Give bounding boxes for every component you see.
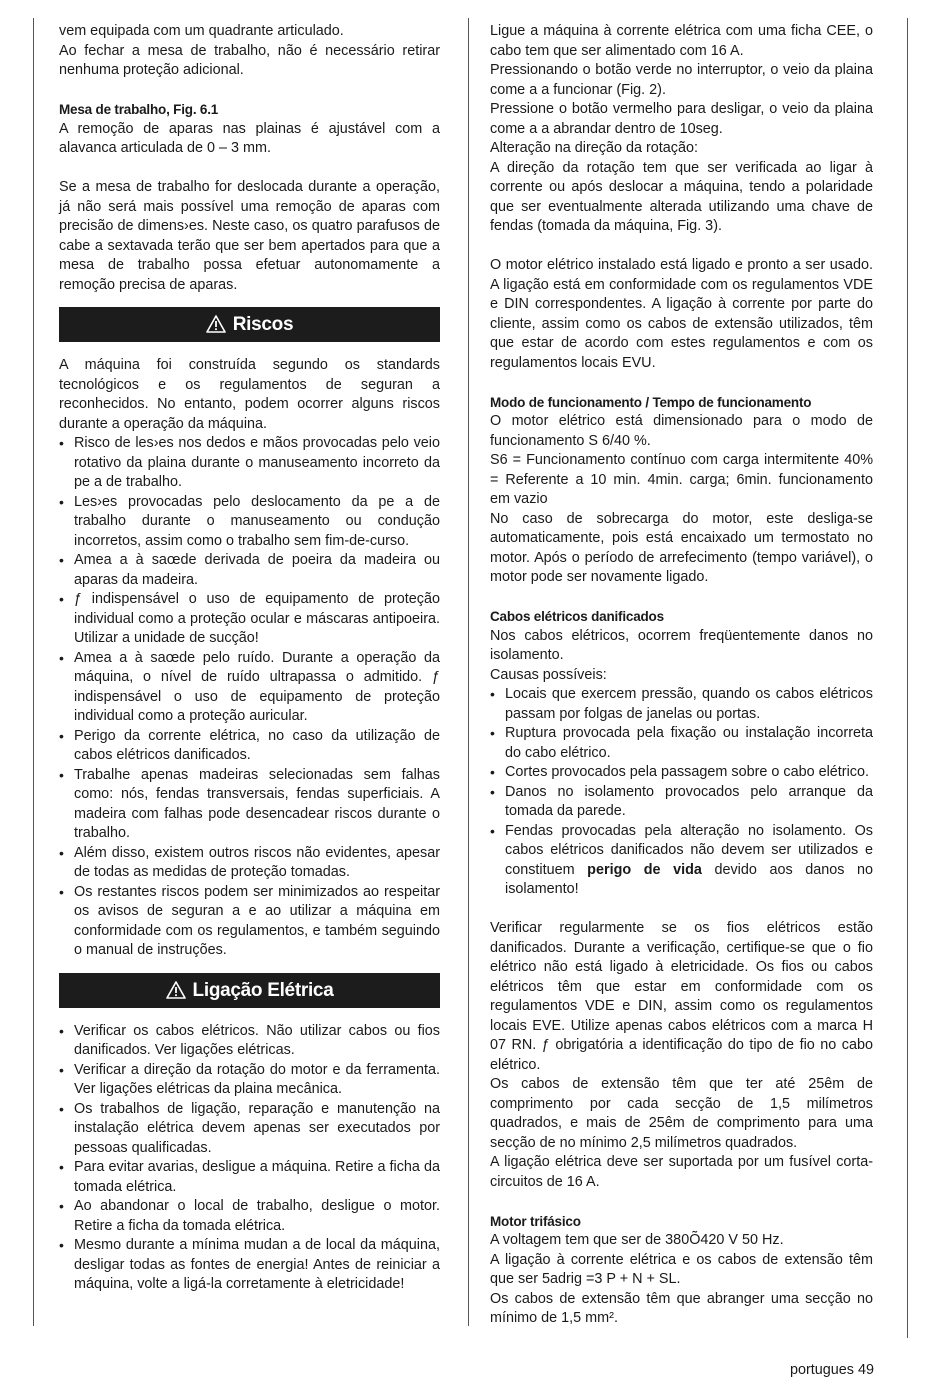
list-item-text: Fendas provocadas pela alteração no isolamento. Os cabos elétricos danificados não devem ser utilizados e constituem [505, 822, 873, 878]
list-item: • Ruptura provocada pela fixação ou instalação incorreta do cabo elétrico. [490, 724, 873, 763]
paragraph: A remoção de aparas nas plainas é ajustável com a alavanca articulada de 0 – 3 mm. [59, 120, 440, 156]
list-item: • Além disso, existem outros riscos não evidentes, apesar de todas as medidas de proteção tomadas. [59, 844, 440, 883]
section-heading-three-phase-motor: Motor trifásico [490, 1213, 581, 1229]
list-item: • ƒ indispensável o uso de equipamento de proteção individual como a proteção ocular e máscaras antipoeira. Utilizar a unidade de sucção! [59, 590, 440, 649]
list-item: • Verificar os cabos elétricos. Não utilizar cabos ou fios danificados. Ver ligações elétricas. [59, 1022, 440, 1061]
list-item: • Perigo da corrente elétrica, no caso da utilização de cabos elétricos danificados. [59, 727, 440, 766]
list-item: • Verificar a direção da rotação do motor e da ferramenta. Ver ligações elétricas da plaina mecânica. [59, 1061, 440, 1100]
paragraph-line: Pressione o botão vermelho para desligar, o veio da plaina come a a abrandar dentro de 10seg. [490, 101, 873, 137]
paragraph-line: A voltagem tem que ser de 380Õ420 V 50 Hz. [490, 1232, 784, 1248]
list-item: • Locais que exercem pressão, quando os cabos elétricos passam por folgas de janelas ou portas. [490, 685, 873, 724]
warning-icon [166, 981, 186, 999]
paragraph-line: Ligue a máquina à corrente elétrica com uma ficha CEE, o cabo tem que ser alimentado com 16 A. [490, 23, 873, 59]
paragraph-line: Causas possíveis: [490, 666, 607, 683]
list-item: • Cortes provocados pela passagem sobre o cabo elétrico. [490, 763, 873, 783]
paragraph-line: A ligação à corrente elétrica e os cabos de extensão têm que ser 5adrig =3 P + N + SL. [490, 1251, 873, 1287]
left-margin-rule [33, 18, 34, 1326]
paragraph-line: Verificar regularmente se os fios elétricos estão danificados. Durante a verificação, certifique-se que o fio elétrico não está ligado à eletricidade. Os fios ou cabos elétricos têm que estar em conformidade com os regulamentos VDE e DIN, assim como os regulamentos locais EVE. Utilize apenas cabos elétricos com a marca H 07 RN. ƒ obrigatória a identificação do tipo de fio no cabo elétrico. [490, 920, 873, 1073]
list-item: • Ao abandonar o local de trabalho, desligue o motor. Retire a ficha da tomada elétrica. [59, 1197, 440, 1236]
right-margin-rule [907, 18, 908, 1338]
paragraph: A máquina foi construída segundo os standards tecnológicos e os regulamentos de seguran a reconhecidos. No entanto, podem ocorrer alguns riscos durante a operação da máquina. [59, 357, 440, 432]
intro-line: Ao fechar a mesa de trabalho, não é necessário retirar nenhuma proteção adicional. [59, 42, 440, 78]
electric-list [59, 1022, 440, 1295]
page-number: portugues 49 [789, 1362, 874, 1378]
risks-banner [59, 307, 440, 342]
paragraph: O motor elétrico instalado está ligado e pronto a ser usado. A ligação está em conformidade com os regulamentos VDE e DIN correspondentes. A ligação à corrente por parte do cliente, assim como os cabos de extensão utilizados, têm que estar de acordo com estes regulamentos e com os regulamentos locais EVU. [490, 257, 873, 371]
causes-list [490, 685, 873, 900]
left-column [59, 22, 440, 1295]
list-item: • Amea a à saœde derivada de poeira da madeira ou aparas da madeira. [59, 551, 440, 590]
list-item: • Trabalhe apenas madeiras selecionadas sem falhas como: nós, fendas transversais, fendas superficiais. A madeira com falhas pode desencadear riscos durante o trabalho. [59, 766, 440, 844]
list-item: • Les›es provocadas pelo deslocamento da pe a de trabalho durante o manuseamento ou condução incorretos, assim como o trabalho sem fim-de-curso. [59, 493, 440, 552]
paragraph-line: Alteração na direção da rotação: [490, 140, 698, 156]
paragraph-line: Os cabos de extensão têm que abranger uma secção no mínimo de 1,5 mm². [490, 1290, 873, 1326]
paragraph-line: Os cabos de extensão têm que ter até 25êm de comprimento por cada secção de 1,5 milímetros quadrados, e mais de 25êm de comprimento para uma secção de no mínimo 2,5 milímetros quadrados. [490, 1076, 873, 1151]
column-divider [468, 18, 469, 1326]
list-item: • Risco de les›es nos dedos e mãos provocadas pelo veio rotativo da plaina durante o manuseamento incorreto da pe a de trabalho. [59, 434, 440, 493]
list-item: • Os trabalhos de ligação, reparação e manutenção na instalação elétrica devem apenas ser executados por pessoas qualificadas. [59, 1100, 440, 1159]
danger-emphasis: perigo de vida [587, 861, 702, 878]
list-item: • Os restantes riscos podem ser minimizados ao respeitar os avisos de seguran a e ao utilizar a máquina em conformidade com os regulamentos, e também seguindo o manual de instruções. [59, 883, 440, 961]
electric-banner [59, 973, 440, 1008]
warning-icon [206, 315, 226, 333]
risks-title: Riscos [232, 314, 294, 335]
paragraph-line: Nos cabos elétricos, ocorrem freqüentemente danos no isolamento. [490, 627, 873, 663]
paragraph-line: O motor elétrico está dimensionado para o modo de funcionamento S 6/40 %. [490, 413, 873, 449]
list-item: • Amea a à saœde pelo ruído. Durante a operação da máquina, o nível de ruído ultrapassa o admitido. ƒ indispensável o uso de equipamento de proteção individual como a proteção auricular. [59, 649, 440, 727]
list-item: • Danos no isolamento provocados pelo arranque da tomada da parede. [490, 783, 873, 822]
intro-line: vem equipada com um quadrante articulado. [59, 23, 344, 39]
list-item: • Para evitar avarias, desligue a máquina. Retire a ficha da tomada elétrica. [59, 1158, 440, 1197]
electric-title: Ligação Elétrica [192, 979, 334, 1001]
paragraph-line: A direção da rotação tem que ser verificada ao ligar à corrente ou após deslocar a máquina, tendo a polaridade que ser eventualmente alterada utilizando uma chave de fendas (tomada da máquina, Fig. 3). [490, 159, 873, 234]
section-heading-damaged-cables: Cabos elétricos danificados [490, 609, 664, 624]
section-heading-work-table: Mesa de trabalho, Fig. 6.1 [59, 102, 219, 117]
list-item: • Mesmo durante a mínima mudan a de local da máquina, desligar todas as fontes de energia! Antes de reiniciar a máquina, volte a ligá-la corretamente à eletricidade! [59, 1236, 440, 1295]
risks-list [59, 434, 440, 961]
paragraph-line: A ligação elétrica deve ser suportada por um fusível corta-circuitos de 16 A. [490, 1154, 873, 1190]
right-column [490, 22, 873, 1329]
paragraph-line: S6 = Funcionamento contínuo com carga intermitente 40% = Referente a 10 min. 4min. carga; 6min. funcionamento em vazio [490, 452, 873, 507]
list-item-text: devido aos danos no isolamento! [505, 861, 874, 897]
list-item [490, 822, 873, 900]
paragraph-line: Pressionando o botão verde no interruptor, o veio da plaina come a a funcionar (Fig. 2). [490, 62, 873, 98]
section-heading-operating-mode: Modo de funcionamento / Tempo de funcionamento [490, 394, 812, 410]
paragraph-line: No caso de sobrecarga do motor, este desliga-se automaticamente, pois está encaixado um termostato no motor. Após o período de arrefecimento (tempo variável), o motor pode ser novamente ligado. [490, 510, 873, 585]
paragraph: Se a mesa de trabalho for deslocada durante a operação, já não será mais possível uma remoção de aparas com precisão de dimens›es. Neste caso, os quatro parafusos de cabe a sextavada terão que ser bem apertados para que a mesa de trabalho possa efetuar autonomamente a remoção precisa de aparas. [59, 179, 440, 293]
